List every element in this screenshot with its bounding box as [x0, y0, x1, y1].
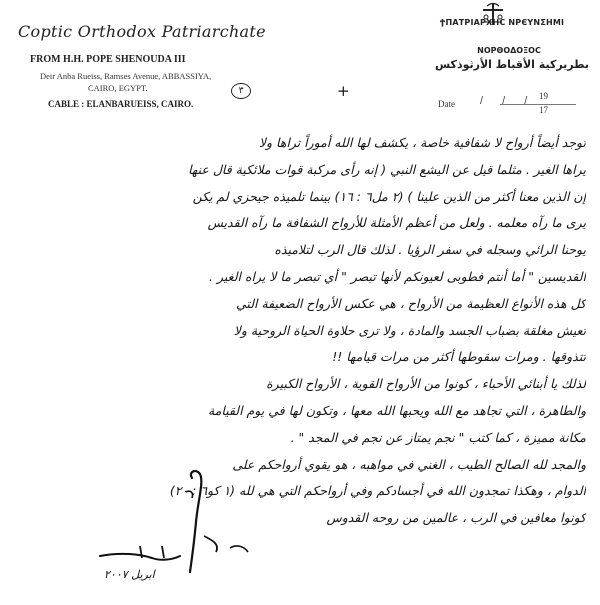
body-line: كونوا معافين في الرب ، عالمين من روحه القدوس [326, 510, 586, 526]
body-line: يوحنا الرائي وسجله في سفر الرؤيا . لذلك قال الرب لتلاميذه [274, 242, 586, 258]
date-year-top: 19 [539, 91, 548, 101]
coptic-title: ϮΠΑΤΡΙΑΡΧΗϹ ΝΡЄΥΝΣΗΜΙ [439, 18, 565, 27]
body-line: توجد أيضاً أرواح لا شفافية خاصة ، يكشف لها الله أموراً تراها ولا [258, 135, 586, 150]
body-line: كل هذه الأنواع العظيمة من الأرواح ، هي عكس الأرواح الضعيفة التي [236, 295, 586, 311]
signature-date: ابريل ٢٠٠٧ [104, 568, 155, 581]
body-line: يرى ما رآه معلمه . ولعل من أعظم الأمثلة للأرواح الشفافة ما رآه القديس [207, 215, 586, 231]
address-line-1: Deir Anba Rueiss, Ramses Avenue, ABBASSIYA, [40, 71, 212, 81]
body-line: يراها الغير . مثلما قيل عن اليشع النبي ( إنه رأى مركبة قوات ملائكية قال عنها [188, 161, 586, 177]
page-number: ٣ [231, 83, 251, 99]
date-label: Date [438, 99, 455, 109]
date-underline [500, 104, 576, 105]
body-line: مكانة مميزة ، كما كتب " نجم يمتاز عن نجم في المجد " . [290, 429, 586, 445]
body-line: القديسين " أما أنتم فطوبى لعيونكم لأنها تبصر " أي تبصر ما لا يراه الغير . [209, 268, 586, 284]
arabic-letterhead-title: بطريركية الأقباط الأرثوذكس [435, 58, 589, 71]
body-line: والطاهرة ، التي تجاهد مع الله ويحبها الله معها ، وتكون لها في يوم القيامة [208, 402, 586, 418]
plus-mark: + [337, 82, 350, 100]
body-line: تعيش مغلقة بضباب الجسد والمادة ، ولا ترى حلاوة الحياة الروحية ولا [233, 322, 586, 338]
body-line: والمجد لله الصالح الطيب ، الغني في مواهبه ، هو يقوي أرواحكم على [232, 456, 586, 472]
letterhead-title: Coptic Orthodox Patriarchate [18, 22, 266, 41]
letterhead-from: FROM H.H. POPE SHENOUDA III [30, 54, 186, 65]
date-year-bottom: 17 [539, 105, 548, 115]
body-line: لذلك يا أبنائي الأحباء ، كونوا من الأرواح القوية ، الأرواح الكبيرة [266, 376, 586, 392]
body-line: تتذوقها . ومرات سقوطها أكثر من مرات قيامها !! [332, 349, 586, 365]
address-line-2: CAIRO, EGYPT. [88, 83, 148, 93]
date-field [438, 86, 588, 126]
body-line: الدوام ، وهكذا تمجدون الله في أجسادكم وفي أرواحكم التي هي لله (١ كو٦ : ٢٠) [169, 483, 586, 499]
letterhead-cable: CABLE : ELANBARUEISS, CAIRO. [48, 99, 194, 109]
body-line: إن الذين معنا أكثر من الذين علينا ) (٢ مل٦ : ١٦) بينما تلميذه جيحزي لم يكن [192, 188, 586, 204]
date-slashes: / / / [480, 95, 536, 107]
coptic-subtitle: ΝΟΡΘΟΔΟΞΟϹ [477, 46, 541, 55]
